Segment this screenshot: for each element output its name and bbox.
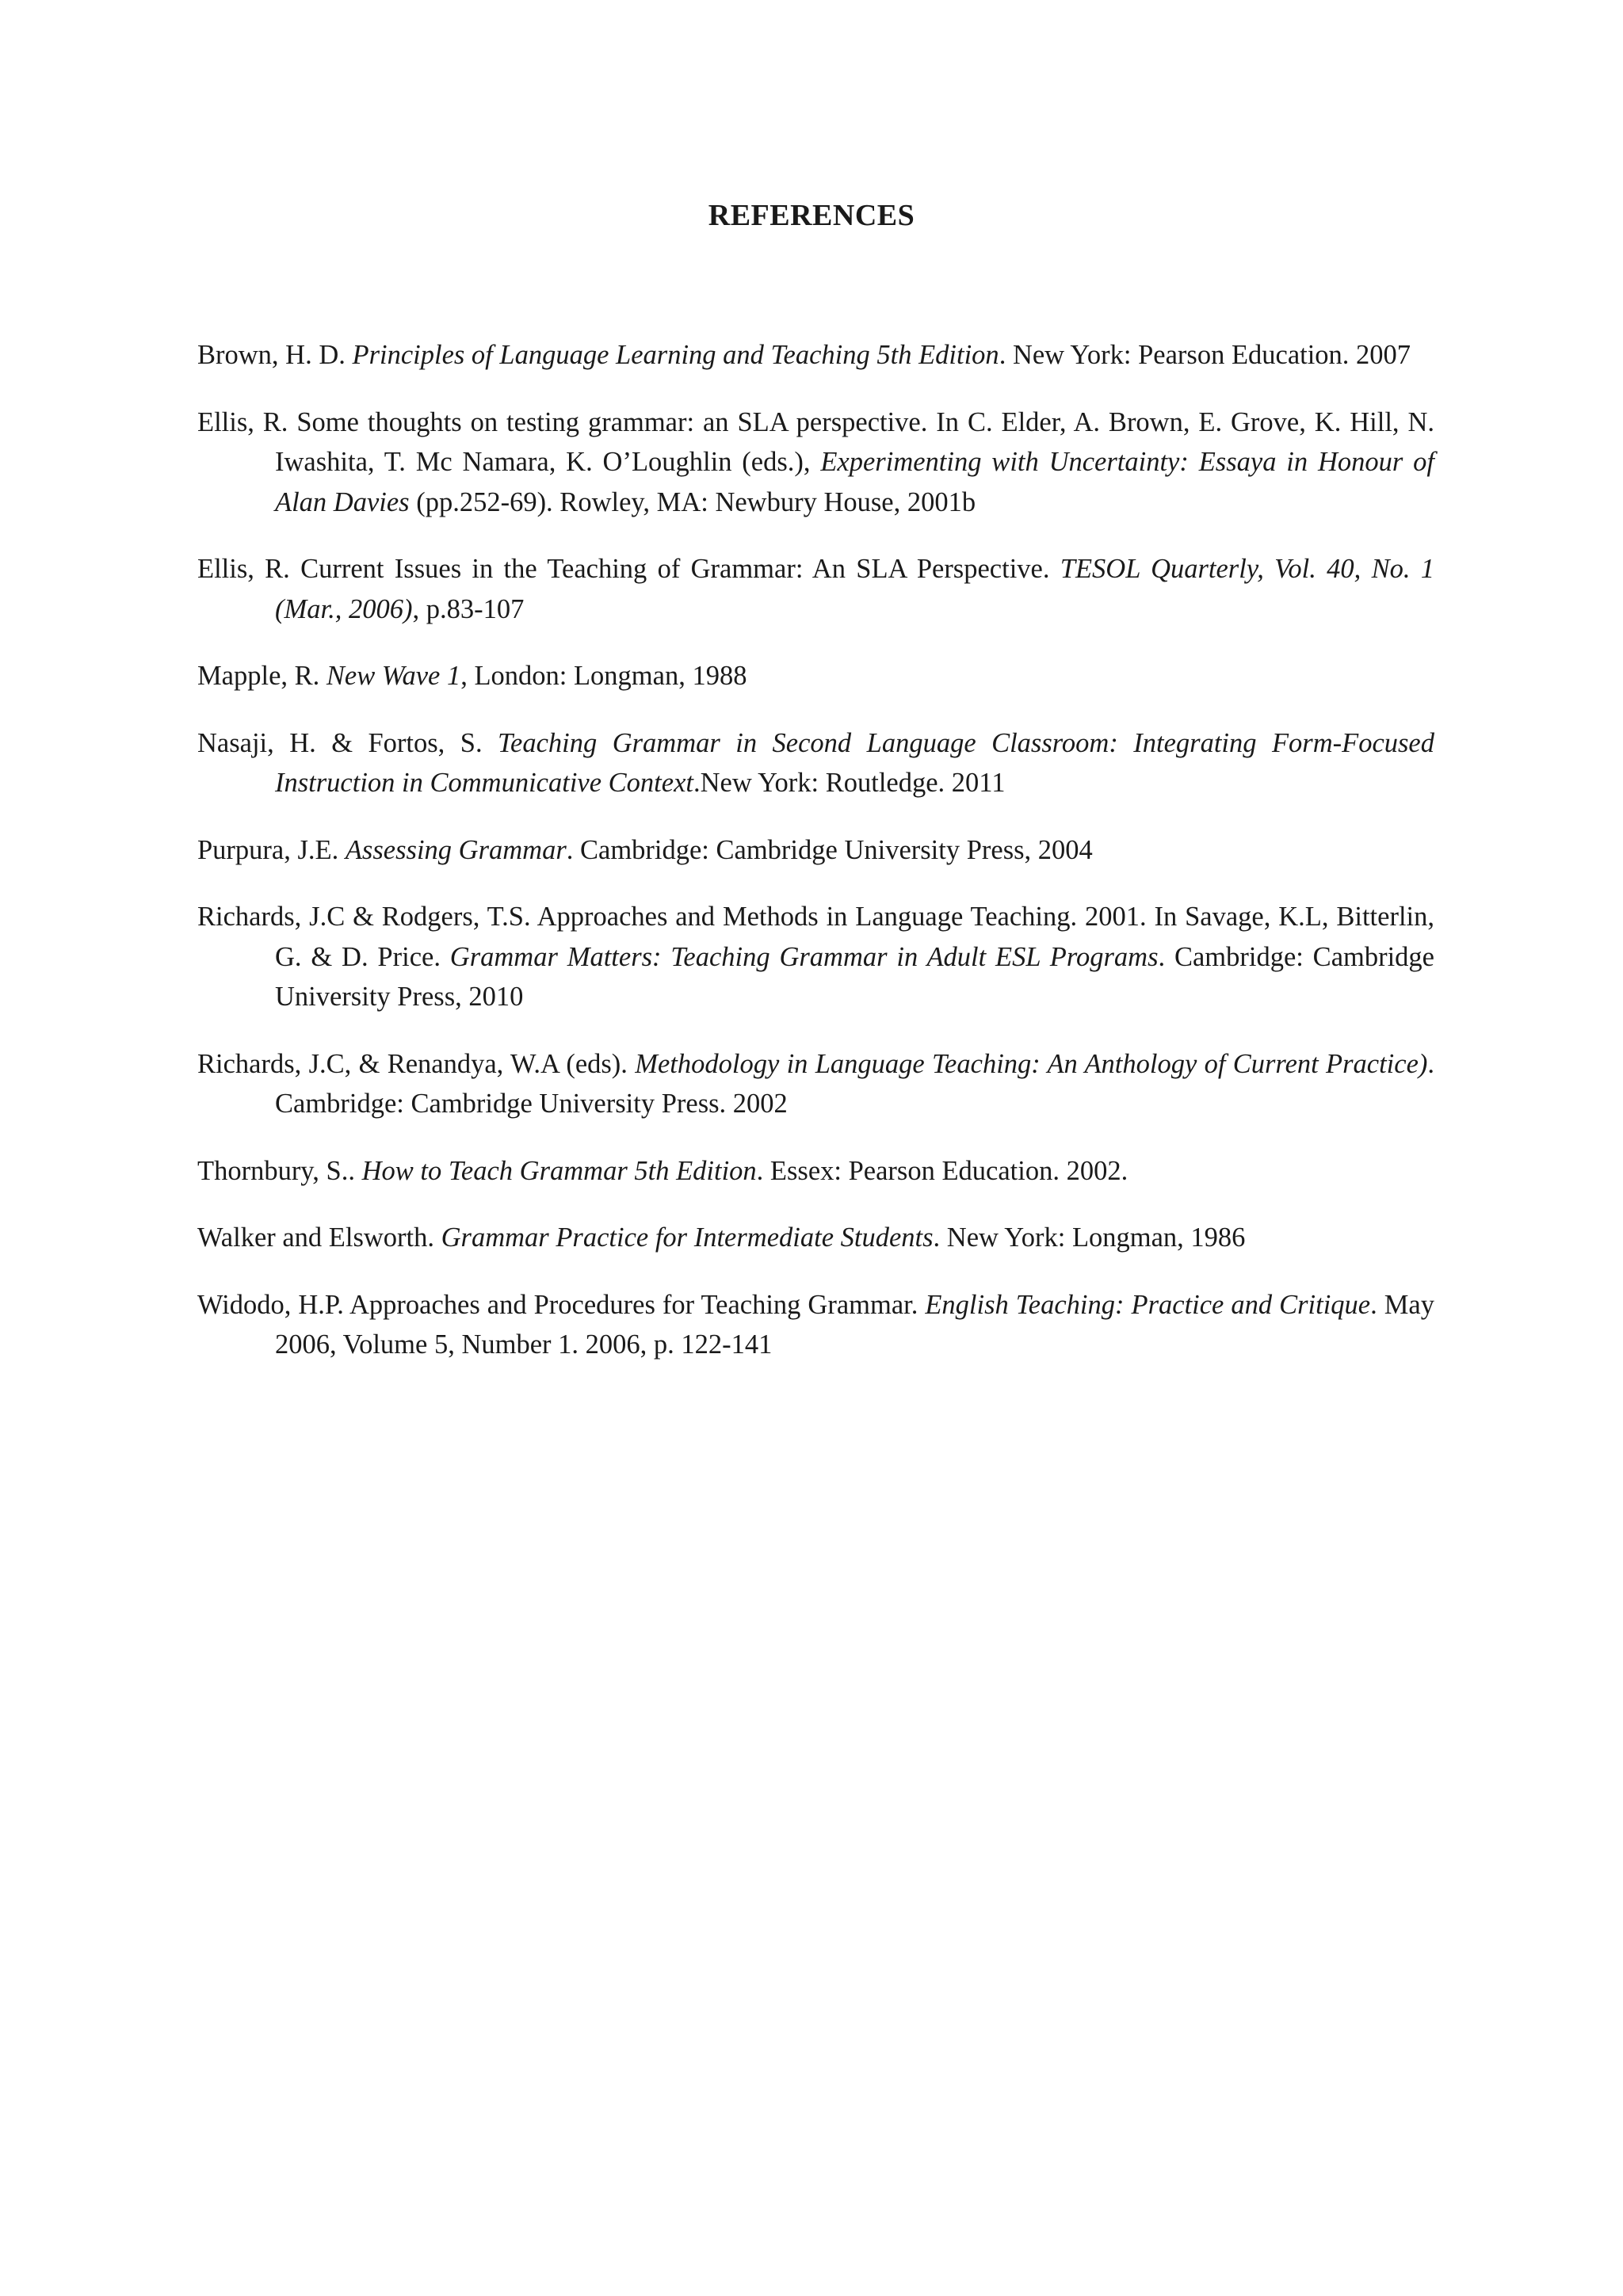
reference-text: , p.83-107 bbox=[412, 593, 525, 624]
reference-text: Ellis, R. Current Issues in the Teaching of Grammar: An SLA Perspective. bbox=[197, 554, 1060, 584]
reference-text: Walker and Elsworth. bbox=[197, 1222, 441, 1253]
reference-text: . Cambridge: Cambridge University Press. 2002 bbox=[275, 1048, 1434, 1119]
reference-work-title: Teaching Grammar in Second Language Classroom: Integrating Form-Focused Instruction in Communicative Context bbox=[275, 727, 1434, 798]
reference-text: Widodo, H.P. Approaches and Procedures for Teaching Grammar. bbox=[197, 1289, 926, 1320]
reference-text: Mapple, R. bbox=[197, 661, 327, 691]
reference-text: Nasaji, H. & Fortos, S. bbox=[197, 727, 498, 758]
reference-entry bbox=[197, 549, 1434, 629]
reference-entry bbox=[197, 1285, 1434, 1365]
reference-text: Richards, J.C, & Renandya, W.A (eds). bbox=[197, 1048, 636, 1079]
reference-list bbox=[197, 335, 1434, 1392]
reference-entry bbox=[197, 1218, 1434, 1258]
reference-text: . New York: Longman, 1986 bbox=[933, 1222, 1246, 1253]
reference-entry bbox=[197, 402, 1434, 523]
reference-text: . Cambridge: Cambridge University Press, 2004 bbox=[566, 834, 1093, 865]
reference-text: Richards, J.C & Rodgers, T.S. Approaches and Methods in Language Teaching. 2001. In Savage, K.L, Bitterlin, G. & D. Price. bbox=[197, 902, 1434, 972]
reference-entry bbox=[197, 1044, 1434, 1124]
reference-entry bbox=[197, 656, 1434, 696]
page-title: REFERENCES bbox=[708, 199, 915, 232]
reference-entry bbox=[197, 897, 1434, 1017]
reference-work-title: Grammar Matters: Teaching Grammar in Adult ESL Programs bbox=[449, 941, 1159, 972]
reference-work-title: Methodology in Language Teaching: An Anthology of Current Practice) bbox=[635, 1048, 1428, 1079]
reference-work-title: New Wave 1 bbox=[326, 661, 461, 691]
reference-text: . Cambridge: Cambridge University Press, 2010 bbox=[275, 941, 1434, 1012]
reference-work-title: Assessing Grammar bbox=[345, 834, 567, 865]
reference-text: (pp.252-69). Rowley, MA: Newbury House, 2001b bbox=[409, 486, 976, 517]
reference-text: . Essex: Pearson Education. 2002. bbox=[756, 1155, 1128, 1186]
reference-work-title: TESOL Quarterly, Vol. 40, No. 1 (Mar., 2006) bbox=[275, 554, 1435, 624]
reference-text: Thornbury, S.. bbox=[197, 1155, 362, 1186]
reference-text: Purpura, J.E. bbox=[197, 834, 346, 865]
reference-entry bbox=[197, 830, 1434, 871]
reference-work-title: English Teaching: Practice and Critique bbox=[925, 1289, 1371, 1320]
reference-text: . May 2006, Volume 5, Number 1. 2006, p. 122-141 bbox=[275, 1289, 1434, 1360]
reference-work-title: Grammar Practice for Intermediate Students bbox=[441, 1222, 934, 1253]
reference-entry bbox=[197, 1151, 1434, 1192]
reference-work-title: How to Teach Grammar 5th Edition bbox=[361, 1155, 757, 1186]
reference-work-title: Experimenting with Uncertainty: Essaya in Honour of Alan Davies bbox=[275, 447, 1434, 517]
reference-entry bbox=[197, 335, 1434, 376]
reference-text: , London: Longman, 1988 bbox=[460, 661, 747, 691]
reference-entry bbox=[197, 723, 1434, 803]
reference-text: Brown, H. D. bbox=[197, 340, 353, 370]
reference-work-title: Principles of Language Learning and Teaching 5th Edition bbox=[352, 340, 999, 370]
reference-text: .New York: Routledge. 2011 bbox=[693, 768, 1006, 798]
reference-text: . New York: Pearson Education. 2007 bbox=[999, 340, 1411, 370]
reference-text: Ellis, R. Some thoughts on testing grammar: an SLA perspective. In C. Elder, A. Brown, E. Grove, K. Hill, N. Iwashita, T. Mc Namara, K. O’Loughlin (eds.), bbox=[197, 406, 1434, 477]
